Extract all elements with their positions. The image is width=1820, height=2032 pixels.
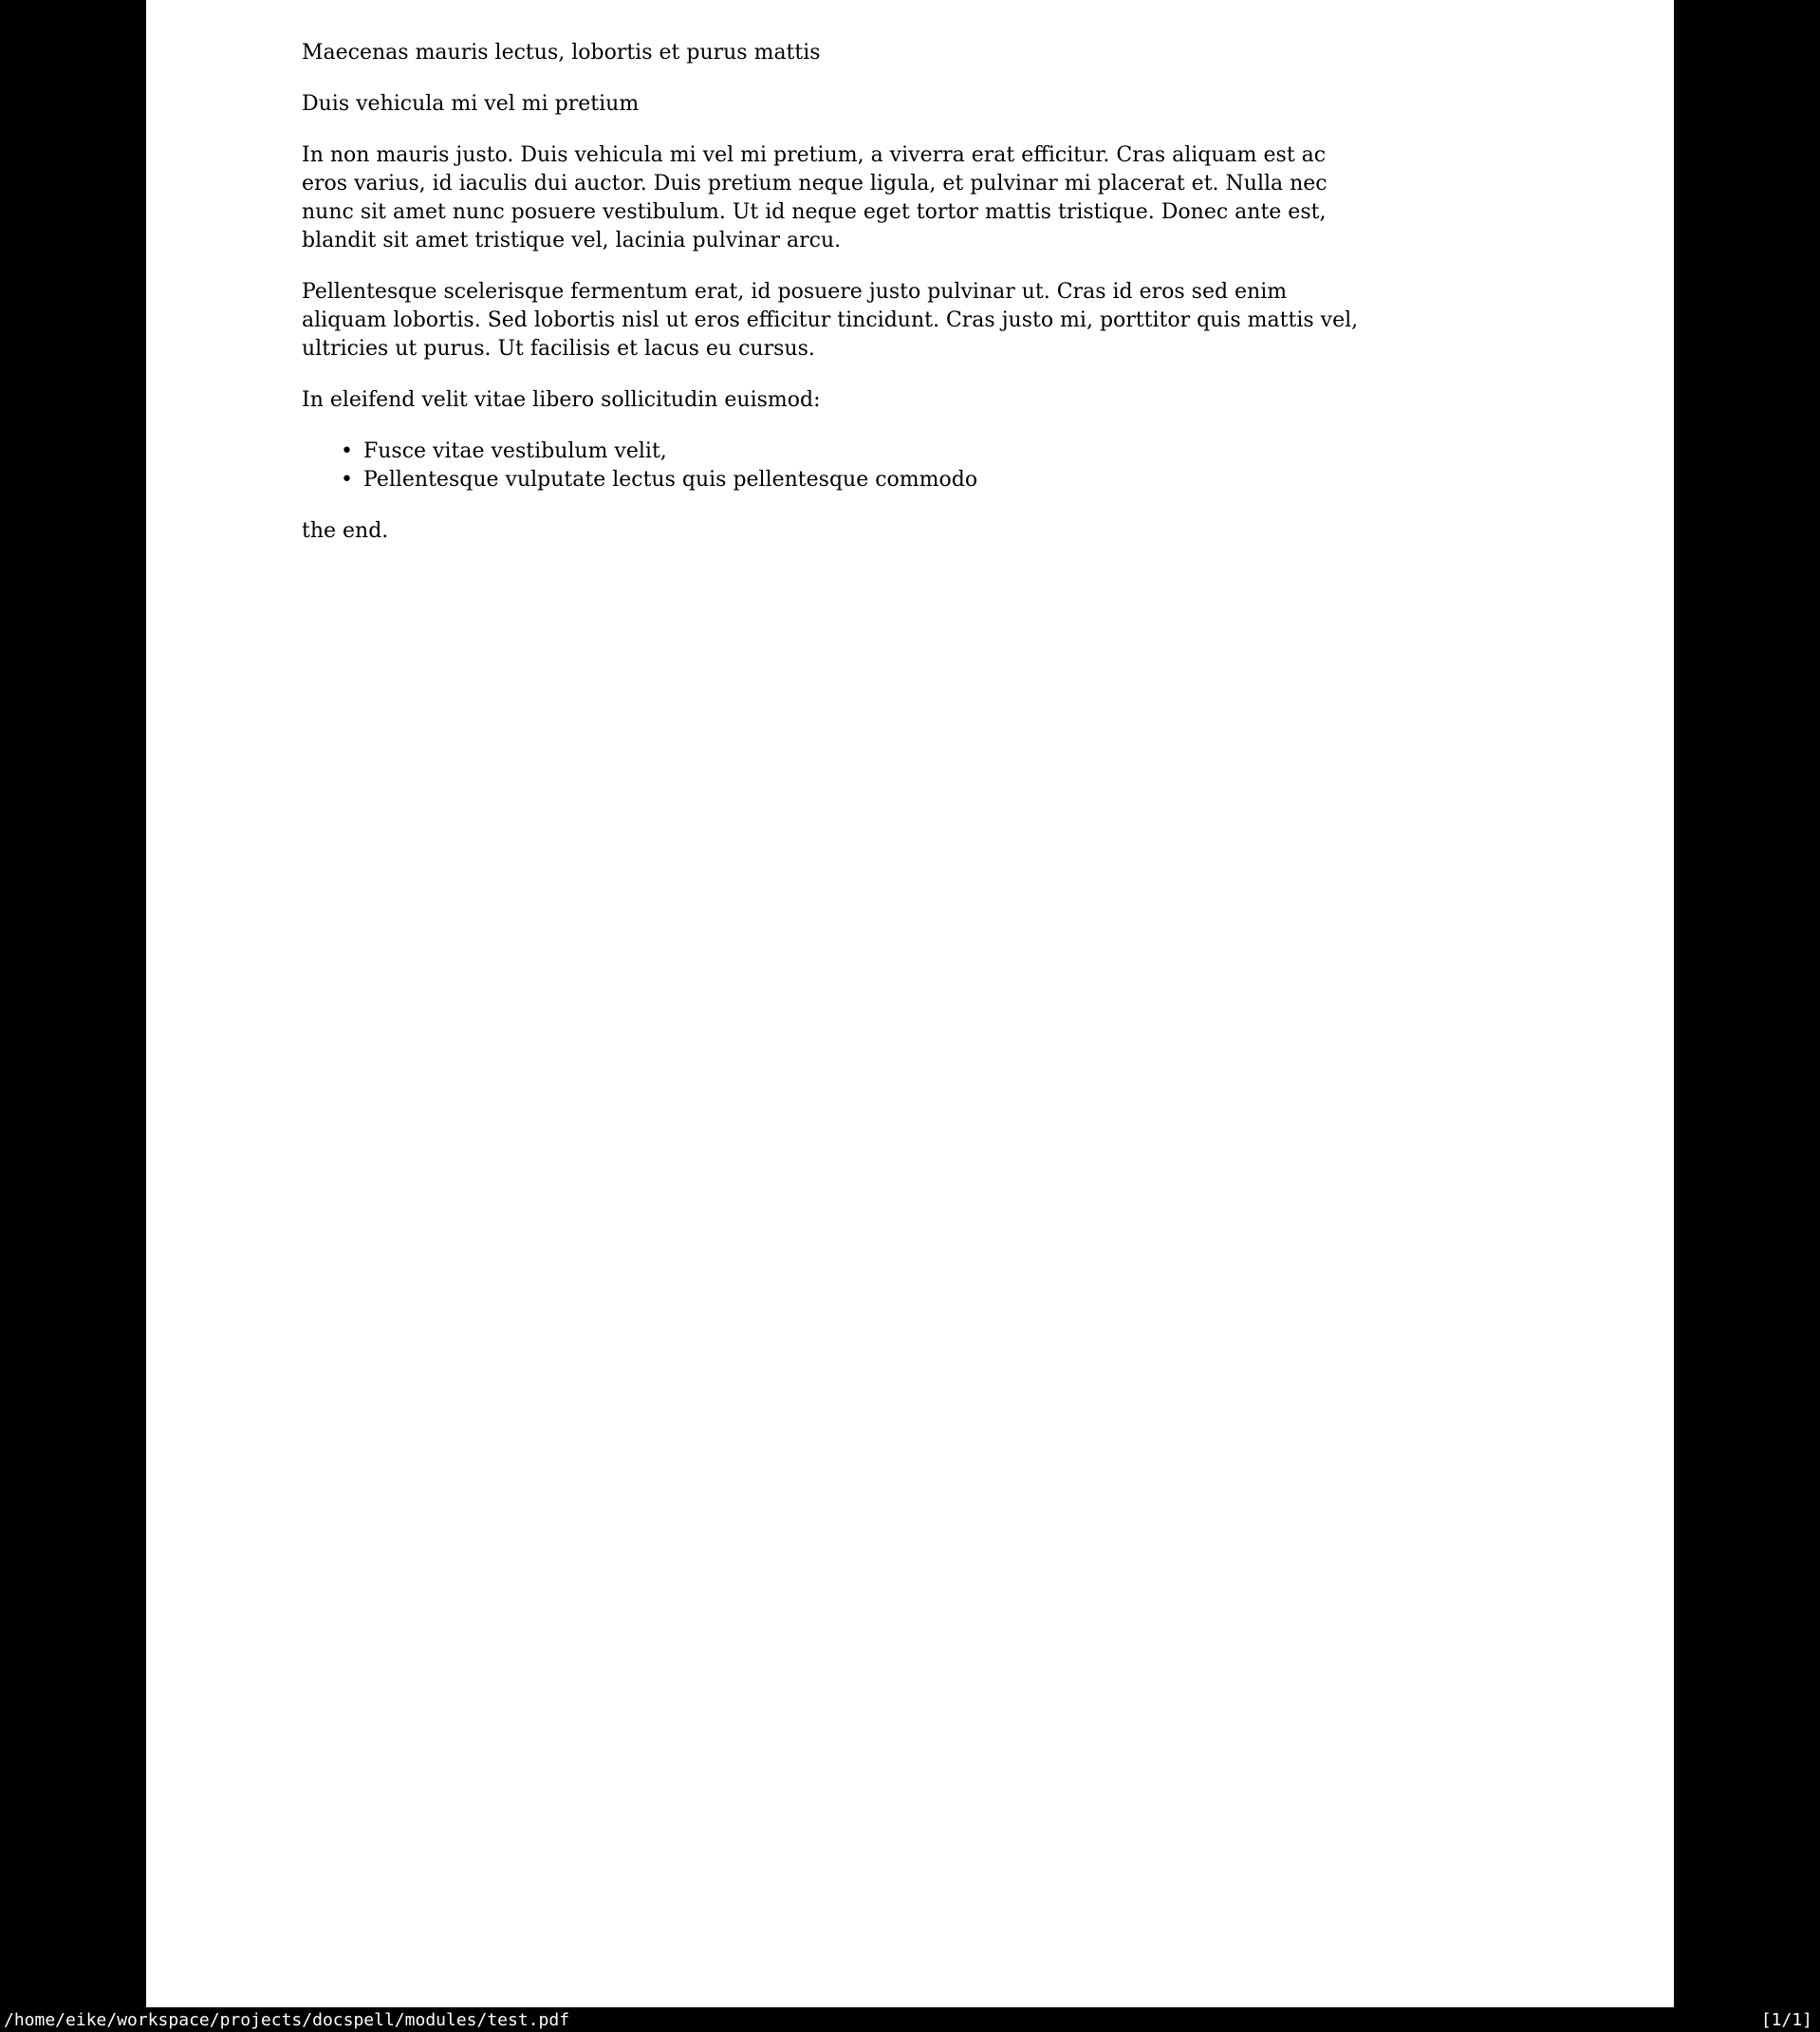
statusbar [0,2007,1820,2032]
paragraph-line: ultricies ut purus. Ut facilisis et lacus eu cursus. [302,337,815,361]
paragraph-line: aliquam lobortis. Sed lobortis nisl ut eros efficitur tincidunt. Cras justo mi, porttitor quis mattis vel, [302,308,1359,332]
doc-list-intro: In eleifend velit vitae libero sollicitudin euismod: [302,388,821,412]
doc-paragraph-1 [302,141,1522,255]
document-page [146,0,1674,2007]
statusbar-file-path: /home/eike/workspace/projects/docspell/modules/test.pdf [4,2009,570,2030]
doc-paragraph-2 [302,278,1522,364]
doc-title-line-1: Maecenas mauris lectus, lobortis et purus mattis [302,41,821,65]
doc-closing-line: the end. [302,519,389,543]
doc-bullet-list [302,438,1522,494]
paragraph-line: blandit sit amet tristique vel, lacinia pulvinar arcu. [302,229,842,252]
paragraph-line: Pellentesque scelerisque fermentum erat, id posuere justo pulvinar ut. Cras id eros sed enim [302,280,1288,304]
bullet-icon: • [341,439,353,463]
bullet-icon: • [341,468,353,492]
list-item-text: Pellentesque vulputate lectus quis pellentesque commodo [363,468,978,492]
statusbar-page-indicator: [1/1] [1760,2009,1812,2030]
list-item-text: Fusce vitae vestibulum velit, [363,439,667,463]
paragraph-line: In non mauris justo. Duis vehicula mi vel mi pretium, a viverra erat efficitur. Cras aliquam est ac [302,143,1327,167]
paragraph-line: eros varius, id iaculis dui auctor. Duis pretium neque ligula, et pulvinar mi placerat et. Nulla nec [302,172,1328,196]
list-item [302,466,1522,494]
paragraph-line: nunc sit amet nunc posuere vestibulum. Ut id neque eget tortor mattis tristique. Donec ante est, [302,200,1327,224]
doc-title-line-2: Duis vehicula mi vel mi pretium [302,92,640,116]
list-item [302,438,1522,466]
